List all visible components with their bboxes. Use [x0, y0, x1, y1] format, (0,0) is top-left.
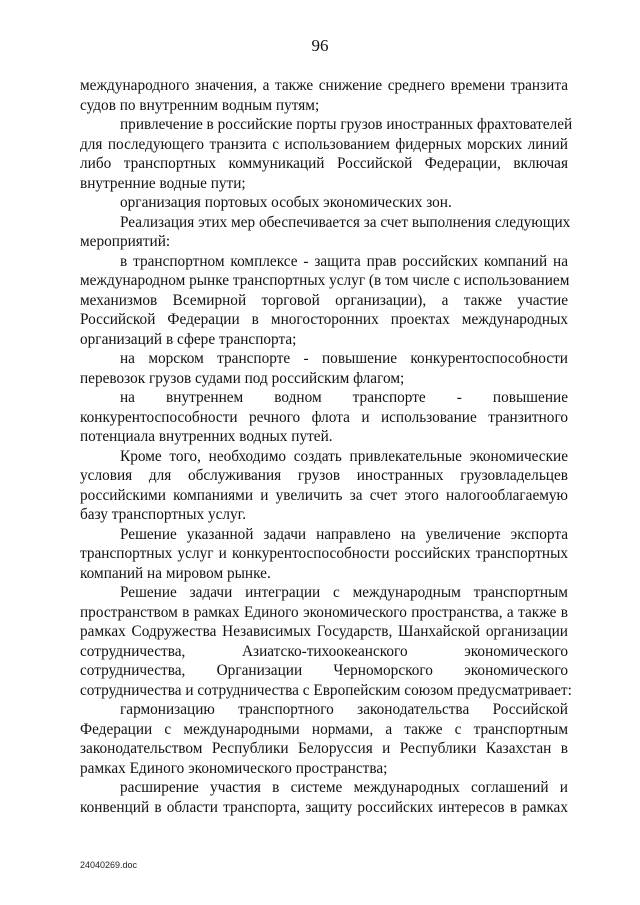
text-line: Решение задачи интеграции с международным транспортным	[120, 584, 568, 601]
text-line: пространством в рамках Единого экономического пространства, а также в	[80, 603, 568, 621]
text-line: организаций в сфере транспорта;	[80, 330, 297, 348]
text-line: конвенций в области транспорта, защиту российских интересов в рамках	[80, 798, 568, 816]
page-number: 96	[311, 36, 329, 55]
text-line: международного значения, а также снижение среднего времени транзита	[80, 77, 568, 94]
text-line: внутренние водные пути;	[80, 174, 246, 192]
text-line: компаний на мировом рынке.	[80, 564, 271, 582]
text-line: привлечение в российские порты грузов иностранных фрахтователей	[120, 116, 573, 133]
text-line: международном рынке транспортных услуг (в том числе с использованием	[80, 272, 570, 289]
text-line: условия для обслуживания грузов иностранных грузовладельцев	[80, 467, 568, 484]
text-line: Федерации с международными нормами, а также с транспортным	[80, 720, 568, 738]
text-line: транспортных услуг и конкурентоспособности российских транспортных	[80, 545, 568, 562]
text-line: Кроме того, необходимо создать привлекательные экономические	[120, 447, 568, 465]
text-line: сотрудничества и сотрудничества с Европейским союзом предусматривает:	[80, 681, 572, 699]
text-line: гармонизацию транспортного законодательства Российской	[120, 701, 568, 718]
text-line: в транспортном комплексе - защита прав российских компаний на	[120, 252, 568, 270]
text-line: потенциала внутренних водных путей.	[80, 428, 333, 445]
text-line: Реализация этих мер обеспечивается за счет выполнения следующих	[120, 213, 571, 231]
text-line: сотрудничества, Организации Черноморского экономического	[80, 662, 568, 679]
text-line: рамках Содружества Независимых Государств, Шанхайской организации	[80, 623, 568, 640]
text-line: расширение участия в системе международных соглашений и	[120, 779, 568, 796]
text-line: судов по внутренним водным путям;	[80, 96, 320, 114]
text-line: либо транспортных коммуникаций Российской Федерации, включая	[80, 155, 568, 172]
body-text	[80, 76, 573, 817]
text-line: сотрудничества, Азиатско-тихоокеанского экономического	[80, 642, 568, 660]
text-line: на морском транспорте - повышение конкурентоспособности	[120, 350, 568, 367]
text-line: Решение указанной задачи направлено на увеличение экспорта	[120, 525, 568, 543]
text-line: на внутреннем водном транспорте - повышение	[120, 389, 568, 406]
text-line: рамках Единого экономического пространства;	[80, 759, 388, 777]
text-line: перевозок грузов судами под российским флагом;	[80, 369, 405, 387]
text-line: российскими компаниями и увеличить за счет этого налогооблагаемую	[80, 486, 568, 504]
text-line: Российской Федерации в многосторонних проектах международных	[80, 311, 568, 328]
text-line: механизмов Всемирной торговой организации), а также участие	[80, 291, 568, 309]
text-line: конкурентоспособности речного флота и использование транзитного	[80, 408, 568, 426]
text-line: законодательством Республики Белоруссия и Республики Казахстан в	[80, 740, 568, 757]
text-line: мероприятий:	[80, 233, 171, 250]
text-line: организация портовых особых экономических зон.	[120, 194, 452, 211]
file-name-footer: 24040269.doc	[80, 860, 138, 870]
text-line: базу транспортных услуг.	[80, 506, 247, 523]
text-line: для последующего транзита с использованием фидерных морских линий	[80, 135, 568, 153]
